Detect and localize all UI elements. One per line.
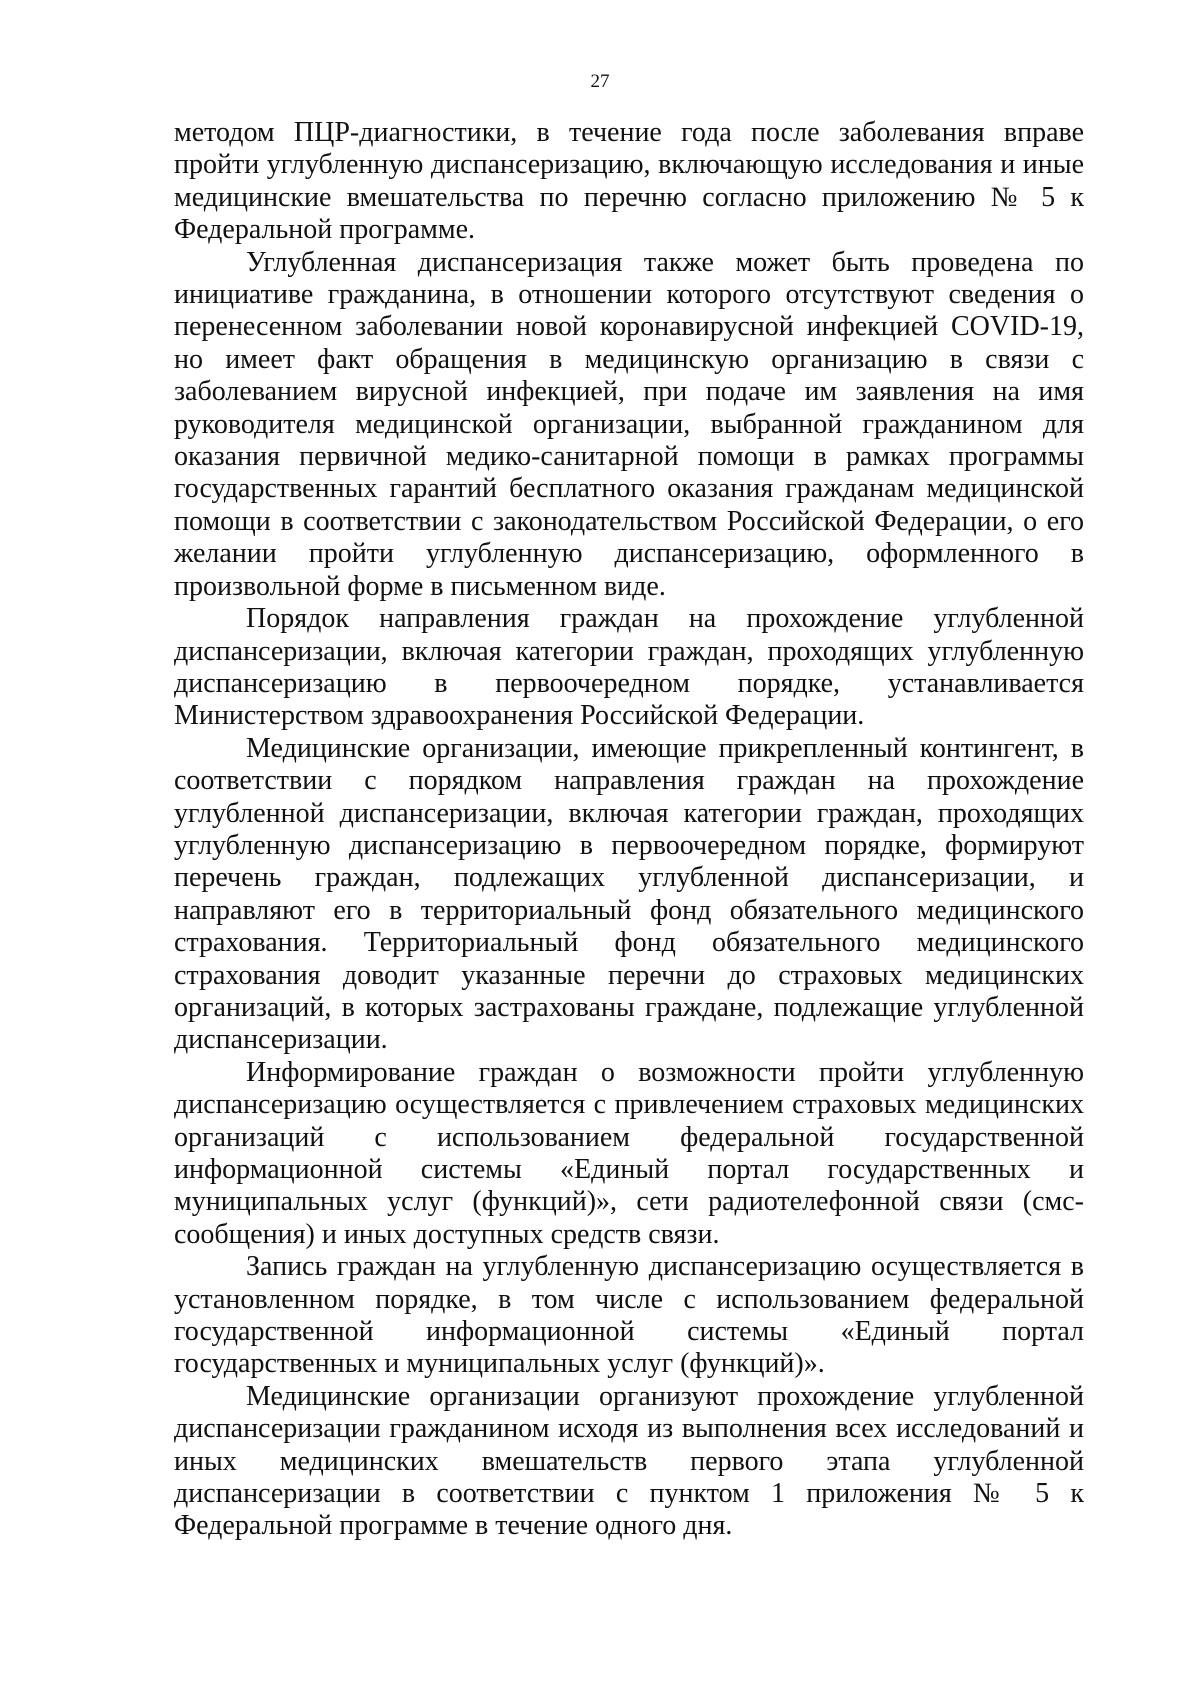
paragraph-referral-procedure: Порядок направления граждан на прохождение углубленной диспансеризации, включая категории граждан, проходящих углубленную диспансеризацию в первоочередном порядке, устанавливается Министерством здравоохранения Российской Федерации.	[174, 603, 1084, 732]
paragraph-informing-citizens: Информирование граждан о возможности пройти углубленную диспансеризацию осуществляется с привлечением страховых медицинских организаций с использованием федеральной государственной информационной системы «Единый портал государственных и муниципальных услуг (функций)», сети радиотелефонной связи (смс-сообщения) и иных доступных средств связи.	[174, 1056, 1084, 1250]
paragraph-continuation: методом ПЦР-диагностики, в течение года после заболевания вправе пройти углубленную диспансеризацию, включающую исследования и иные медицинские вмешательства по перечню согласно приложению № 5 к Федеральной программе.	[174, 117, 1084, 246]
paragraph-citizen-initiative: Углубленная диспансеризация также может быть проведена по инициативе гражданина, в отношении которого отсутствуют сведения о перенесенном заболевании новой коронавирусной инфекцией COVID-19, но имеет факт обращения в медицинскую организацию в связи с заболеванием вирусной инфекцией, при подаче им заявления на имя руководителя медицинской организации, выбранной гражданином для оказания первичной медико-санитарной помощи в рамках программы государственных гарантий бесплатного оказания гражданам медицинской помощи в соответствии с законодательством Российской Федерации, о его желании пройти углубленную диспансеризацию, оформленного в произвольной форме в письменном виде.	[174, 246, 1084, 602]
paragraph-medical-organizations-list: Медицинские организации, имеющие прикрепленный контингент, в соответствии с порядком направления граждан на прохождение углубленной диспансеризации, включая категории граждан, проходящих углубленную диспансеризацию в первоочередном порядке, формируют перечень граждан, подлежащих углубленной диспансеризации, и направляют его в территориальный фонд обязательного медицинского страхования. Территориальный фонд обязательного медицинского страхования доводит указанные перечни до страховых медицинских организаций, в которых застрахованы граждане, подлежащие углубленной диспансеризации.	[174, 732, 1084, 1056]
paragraph-registration: Запись граждан на углубленную диспансеризацию осуществляется в установленном порядке, в том числе с использованием федеральной государственной информационной системы «Единый портал государственных и муниципальных услуг (функций)».	[174, 1251, 1084, 1380]
document-body	[174, 117, 1084, 1543]
paragraph-one-day-examination: Медицинские организации организуют прохождение углубленной диспансеризации гражданином исходя из выполнения всех исследований и иных медицинских вмешательств первого этапа углубленной диспансеризации в соответствии с пунктом 1 приложения № 5 к Федеральной программе в течение одного дня.	[174, 1380, 1084, 1542]
page-number: 27	[590, 71, 610, 92]
